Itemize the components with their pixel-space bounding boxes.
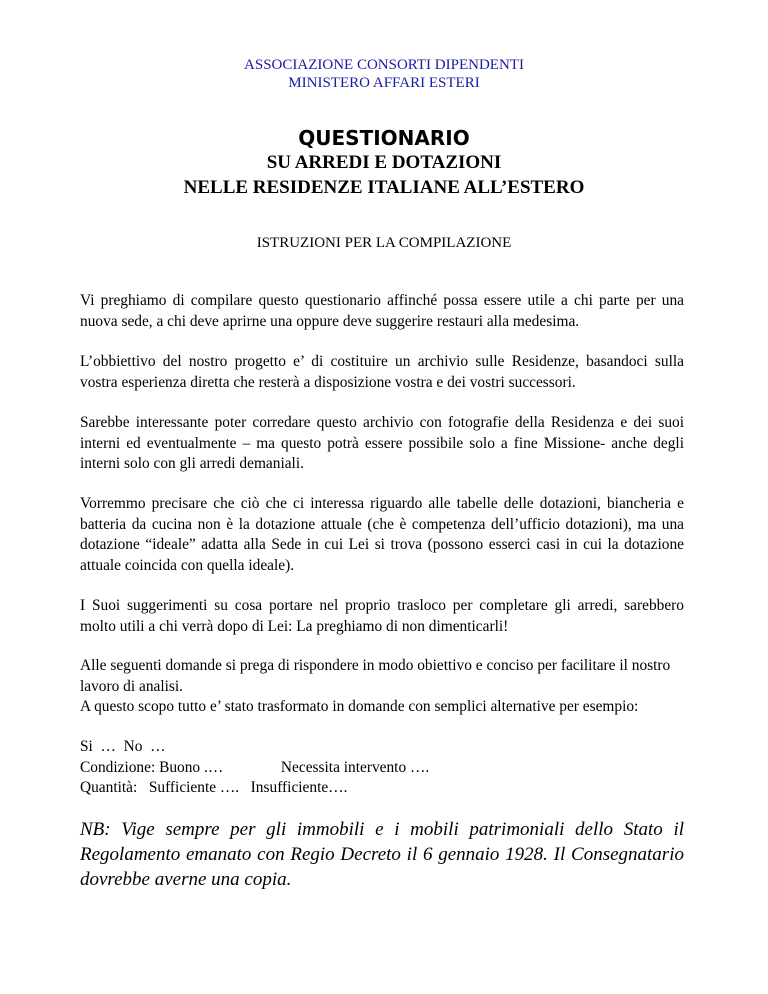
- example-yes-no: Si … No …: [80, 738, 166, 755]
- instructions-heading: ISTRUZIONI PER LA COMPILAZIONE: [256, 235, 512, 251]
- nb-note: NB: Vige sempre per gli immobili e i mobili patrimoniali dello Stato il Regolamento emanato con Regio Decreto il 6 gennaio 1928. Il Consegnatario dovrebbe averne una copia.: [80, 819, 684, 890]
- organization-name-line2: MINISTERO AFFARI ESTERI: [288, 75, 480, 91]
- paragraph-endowment: Vorremmo precisare che ciò che ci interessa riguardo alle tabelle delle dotazioni, biancheria e batteria da cucina non è la dotazione attuale (che è competenza dell’ufficio dotazioni), ma una dotazione “ideale” adatta alla Sede in cui Lei si trova (possono esserci casi in cui la dotazione attuale coincida con quella ideale).: [80, 495, 684, 574]
- document-subtitle-line1: SU ARREDI E DOTAZIONI: [266, 152, 502, 173]
- document-subtitle-line2: NELLE RESIDENZE ITALIANE ALL’ESTERO: [183, 177, 585, 198]
- document-title: QUESTIONARIO: [298, 126, 470, 150]
- paragraph-photos: Sarebbe interessante poter corredare questo archivio con fotografie della Residenza e dei suoi interni ed eventualmente – ma questo potrà essere possibile solo a fine Missione- anche degli interni solo con gli arredi demaniali.: [80, 414, 684, 472]
- paragraph-answer-guidance-line2: A questo scopo tutto e’ stato trasformato in domande con semplici alternative per esempio:: [80, 698, 639, 715]
- paragraph-answer-guidance: [80, 656, 684, 718]
- paragraph-intro: Vi preghiamo di compilare questo questionario affinché possa essere utile a chi parte per una nuova sede, a chi deve aprirne una oppure deve suggerire restauri alla medesima.: [80, 292, 684, 330]
- paragraph-objective: L’obbiettivo del nostro progetto e’ di costituire un archivio sulle Residenze, basandoci sulla vostra esperienza diretta che resterà a disposizione vostra e dei vostri successori.: [80, 353, 684, 391]
- paragraph-suggestions: I Suoi suggerimenti su cosa portare nel proprio trasloco per completare gli arredi, sarebbero molto utili a chi verrà dopo di Lei: La preghiamo di non dimenticarli!: [80, 597, 684, 635]
- paragraph-answer-guidance-line1: Alle seguenti domande si prega di rispondere in modo obiettivo e conciso per facilitare il nostro lavoro di analisi.: [80, 657, 671, 695]
- organization-name-line1: ASSOCIAZIONE CONSORTI DIPENDENTI: [244, 57, 524, 73]
- example-quantity: Quantità: Sufficiente …. Insufficiente….: [80, 779, 348, 796]
- example-condition: Condizione: Buono .… Necessita intervento ….: [80, 759, 430, 776]
